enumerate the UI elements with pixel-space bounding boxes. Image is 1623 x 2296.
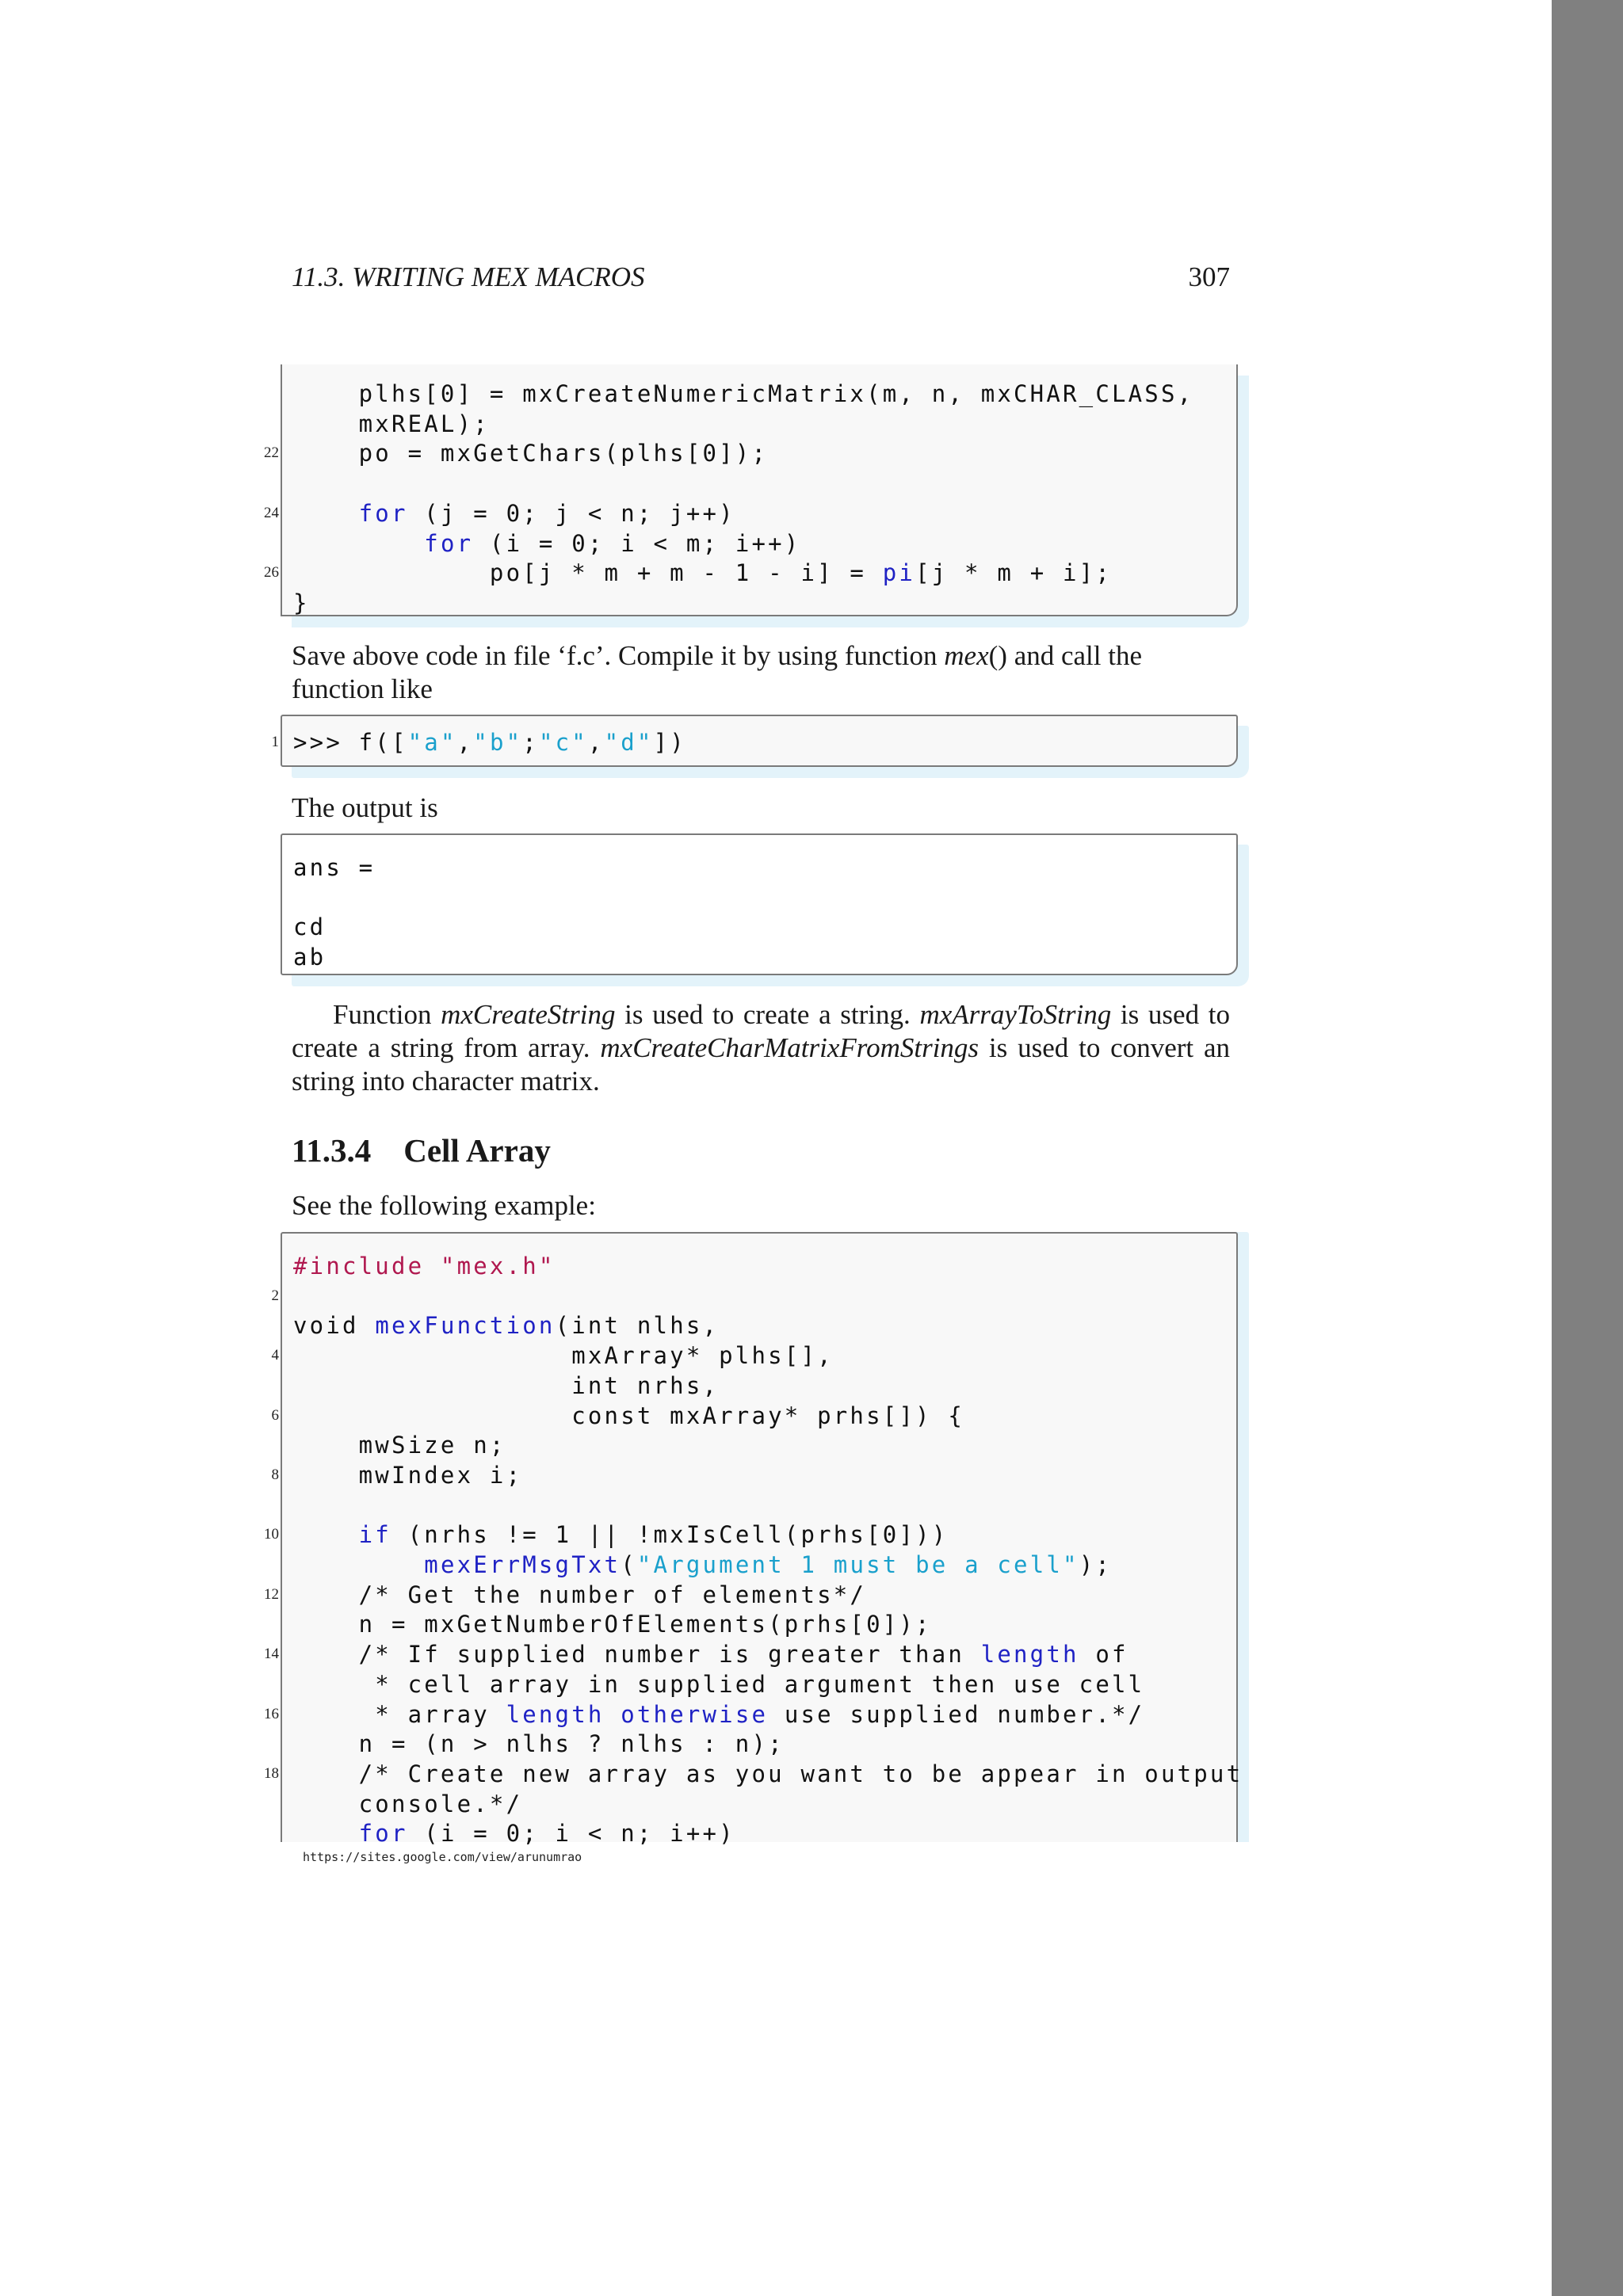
- code-token: (nrhs != 1 || !mxIsCell(prhs[0])): [391, 1521, 949, 1549]
- code-token: for: [358, 1820, 408, 1848]
- code-token: ab: [293, 944, 327, 971]
- code-token: mxArray* plhs[],: [293, 1342, 834, 1370]
- code-token: plhs[0] = mxCreateNumericMatrix(m, n, mxCHAR_CLASS,: [293, 380, 1194, 407]
- code-token: "Argument 1 must be a cell": [636, 1551, 1079, 1578]
- line-number: 4: [271, 1347, 279, 1364]
- paragraph-see-example: See the following example:: [292, 1190, 596, 1221]
- line-number: 16: [264, 1705, 279, 1722]
- code-line: [264, 558, 1112, 588]
- code-line: [264, 1759, 1243, 1789]
- code-token: >>> f([: [293, 729, 408, 756]
- running-header: [292, 261, 1230, 301]
- code-line: [293, 379, 1193, 409]
- code-line: [264, 1699, 1145, 1730]
- code-line: [293, 1430, 506, 1460]
- code-line: [293, 1550, 1112, 1580]
- code-token: mxREAL);: [293, 410, 490, 437]
- code-token: ,: [456, 729, 474, 756]
- code-line: [293, 1818, 735, 1848]
- code-listing-call: [271, 715, 1238, 767]
- code-line: [293, 1789, 522, 1819]
- line-number: 10: [264, 1526, 279, 1543]
- code-line: [293, 1251, 556, 1281]
- page: [264, 0, 1243, 2296]
- code-token: #include "mex.h": [293, 1253, 556, 1280]
- code-line: [271, 1341, 834, 1371]
- code-token: (: [621, 1551, 637, 1578]
- code-token: mexErrMsgTxt: [424, 1551, 621, 1578]
- code-token: [605, 1701, 621, 1728]
- code-token: po = mxGetChars(plhs[0]);: [293, 440, 769, 467]
- line-number: 14: [264, 1646, 279, 1663]
- page-gutter: [1552, 0, 1623, 2296]
- function-name: mxArrayToString: [919, 999, 1112, 1030]
- code-token: n = (n > nlhs ? nlhs : n);: [293, 1730, 785, 1758]
- code-line: [271, 727, 686, 757]
- code-listing-continued: [264, 364, 1238, 616]
- code-token: int nrhs,: [293, 1371, 720, 1399]
- line-number: 8: [271, 1466, 279, 1483]
- code-token: * cell array in supplied argument then use cell: [293, 1670, 1145, 1698]
- code-line: [264, 1580, 867, 1610]
- text-segment: is used to create a string from array.: [292, 999, 1230, 1063]
- line-number: 6: [271, 1406, 279, 1424]
- code-token: const mxArray* prhs[]) {: [293, 1402, 965, 1429]
- code-line: [293, 1609, 932, 1639]
- code-line: [293, 1729, 785, 1759]
- code-token: length: [506, 1700, 605, 1728]
- line-number: 1: [271, 734, 279, 750]
- code-token: if: [358, 1521, 391, 1549]
- code-token: "b": [473, 729, 523, 756]
- code-token: ,: [587, 729, 605, 756]
- code-token: "a": [407, 729, 457, 756]
- code-token: (j = 0; j < n; j++): [407, 499, 735, 527]
- code-token: console.*/: [293, 1790, 523, 1817]
- code-line: [264, 498, 735, 528]
- output-listing: [281, 833, 1238, 975]
- code-token: of: [1079, 1641, 1128, 1669]
- code-line: [293, 912, 326, 942]
- paragraph-save-code: Save above code in file ‘f.c’. Compile it by using function mex() and call the function like: [292, 640, 1143, 704]
- code-token: ]): [653, 729, 686, 756]
- text-segment: is used to convert an string into character matrix.: [292, 1032, 1230, 1097]
- function-name: mxCreateString: [441, 999, 616, 1030]
- code-line: [293, 942, 326, 972]
- code-token: [293, 530, 424, 557]
- code-token: }: [293, 589, 310, 616]
- page-number: 307: [1188, 261, 1230, 292]
- code-token: ans =: [293, 854, 376, 881]
- text-segment: Function: [333, 999, 441, 1030]
- code-token: mexFunction: [375, 1312, 556, 1340]
- code-token: [293, 1820, 359, 1847]
- code-token: use supplied number.*/: [768, 1700, 1145, 1728]
- code-token: (i = 0; i < m; i++): [473, 529, 801, 557]
- code-token: [j * m + i];: [915, 559, 1112, 587]
- code-token: mwSize n;: [293, 1432, 506, 1459]
- code-token: pi: [882, 559, 916, 587]
- code-line: [293, 852, 375, 883]
- code-line: [293, 1371, 719, 1401]
- code-token: (int nlhs,: [555, 1312, 720, 1340]
- section-heading: 11.3.4 Cell Array: [292, 1132, 551, 1169]
- code-line: [264, 1639, 1128, 1669]
- code-line: [264, 438, 769, 468]
- function-name: mxCreateCharMatrixFromStrings: [600, 1032, 980, 1063]
- code-token: length: [980, 1641, 1079, 1669]
- code-line: [271, 1401, 965, 1431]
- code-token: );: [1079, 1551, 1113, 1578]
- code-line: [293, 1669, 1144, 1699]
- paragraph-string-functions: [292, 998, 1230, 1098]
- code-token: for: [424, 529, 474, 557]
- line-number: 18: [264, 1764, 279, 1782]
- code-line: [293, 1310, 719, 1341]
- code-token: ;: [522, 729, 539, 756]
- code-token: [293, 500, 359, 527]
- code-token: otherwise: [621, 1700, 769, 1728]
- code-listing-cell-array: [264, 1232, 1243, 1848]
- footer-url: https://sites.google.com/view/arunumrao: [303, 1850, 582, 1864]
- code-token: po[j * m + m - 1 - i] =: [293, 559, 883, 587]
- code-token: * array: [293, 1700, 506, 1728]
- code-token: /* Get the number of elements*/: [293, 1581, 867, 1608]
- code-token: for: [358, 499, 408, 527]
- line-number: 12: [264, 1585, 279, 1603]
- code-token: n = mxGetNumberOfElements(prhs[0]);: [293, 1611, 932, 1638]
- line-number: 26: [264, 564, 279, 582]
- code-line: [264, 1520, 949, 1550]
- line-number: 24: [264, 504, 279, 521]
- code-token: cd: [293, 913, 327, 941]
- code-token: [293, 1551, 424, 1578]
- code-line: [293, 588, 310, 618]
- code-token: (i = 0; i < n; i++): [407, 1820, 735, 1848]
- header-section-title: 11.3. WRITING MEX MACROS: [292, 261, 645, 292]
- code-line: [293, 528, 800, 559]
- code-token: mwIndex i;: [293, 1461, 523, 1489]
- code-line: [271, 1460, 523, 1490]
- code-token: "c": [538, 729, 588, 756]
- code-token: /* If supplied number is greater than: [293, 1641, 981, 1669]
- code-line: [293, 409, 490, 439]
- paragraph-output-is: The output is: [292, 792, 438, 823]
- text-segment: is used to create a string.: [615, 999, 920, 1030]
- code-token: [293, 1521, 359, 1548]
- line-number: 2: [271, 1287, 279, 1304]
- code-token: "d": [604, 729, 654, 756]
- code-token: /* Create new array as you want to be appear in output: [293, 1760, 1243, 1787]
- code-token: void: [293, 1312, 376, 1340]
- line-number: 22: [264, 444, 279, 462]
